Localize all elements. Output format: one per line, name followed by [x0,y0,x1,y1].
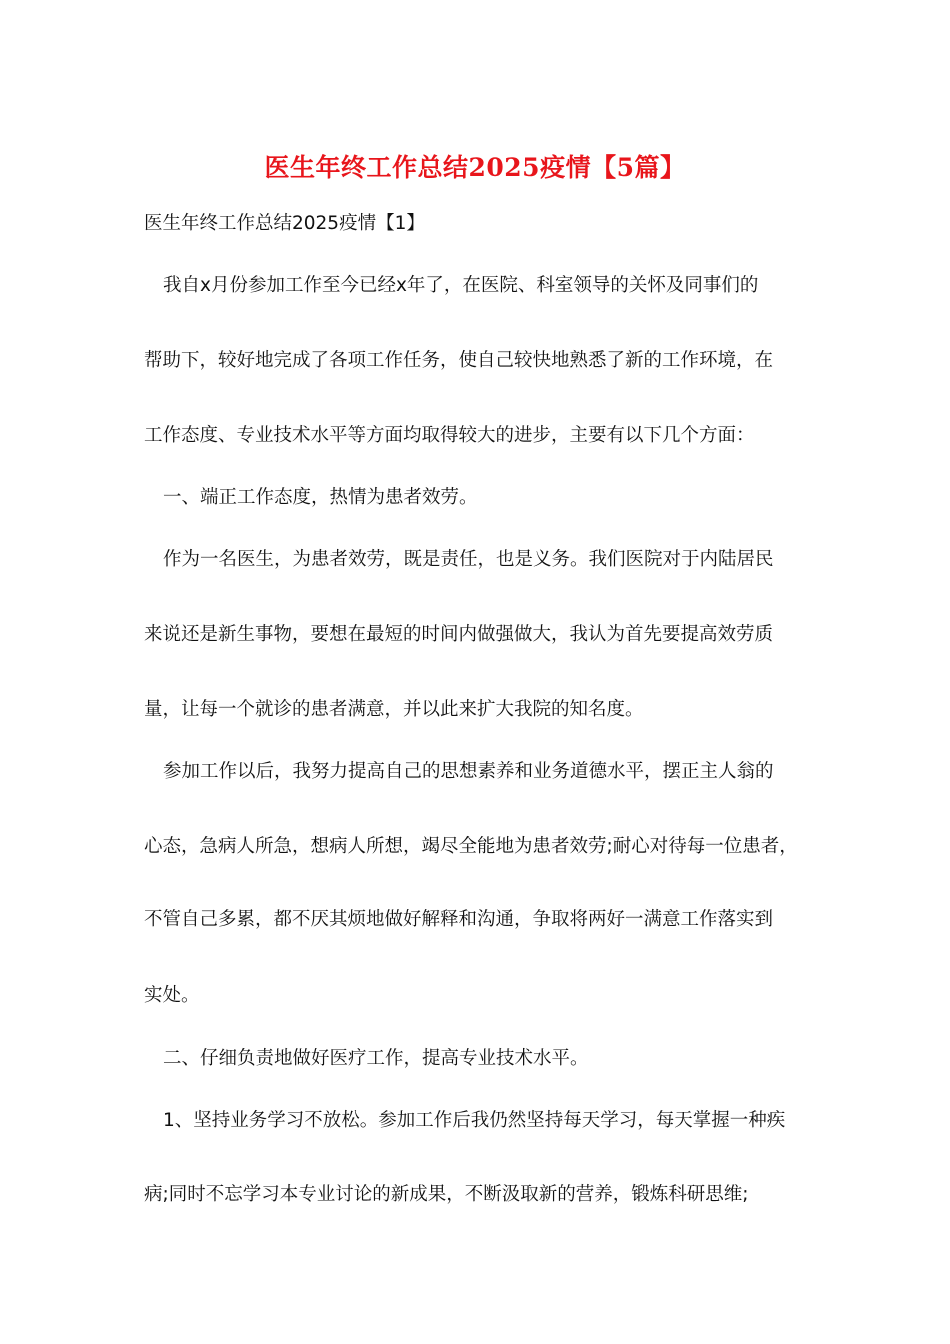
subheading-line: 二、仔细负责地做好医疗工作，提高专业技术水平。 [163,1048,589,1069]
paragraph-line: 1、坚持业务学习不放松。参加工作后我仍然坚持每天学习，每天掌握一种疾 [163,1110,786,1131]
paragraph-line: 帮助下，较好地完成了各项工作任务，使自己较快地熟悉了新的工作环境，在 [144,350,774,371]
paragraph-line: 作为一名医生，为患者效劳，既是责任，也是义务。我们医院对于内陆居民 [163,549,774,570]
subheading-line: 一、端正工作态度，热情为患者效劳。 [163,487,478,508]
document-title: 医生年终工作总结2025疫情【5篇】 [264,153,686,182]
paragraph-line: 工作态度、专业技术水平等方面均取得较大的进步，主要有以下几个方面： [144,425,755,446]
paragraph-line: 实处。 [144,985,200,1006]
paragraph-line: 病;同时不忘学习本专业讨论的新成果，不断汲取新的营养，锻炼科研思维; [144,1184,749,1205]
paragraph-line: 心态，急病人所急，想病人所想，竭尽全能地为患者效劳;耐心对待每一位患者， [144,836,798,857]
paragraph-line: 来说还是新生事物，要想在最短的时间内做强做大，我认为首先要提高效劳质 [144,624,774,645]
paragraph-line: 不管自己多累，都不厌其烦地做好解释和沟通，争取将两好一满意工作落实到 [144,909,774,930]
paragraph-line: 量，让每一个就诊的患者满意，并以此来扩大我院的知名度。 [144,699,644,720]
section-heading: 医生年终工作总结2025疫情【1】 [144,213,425,234]
paragraph-line: 参加工作以后，我努力提高自己的思想素养和业务道德水平，摆正主人翁的 [163,761,774,782]
paragraph-line: 我自x月份参加工作至今已经x年了，在医院、科室领导的关怀及同事们的 [163,275,759,296]
